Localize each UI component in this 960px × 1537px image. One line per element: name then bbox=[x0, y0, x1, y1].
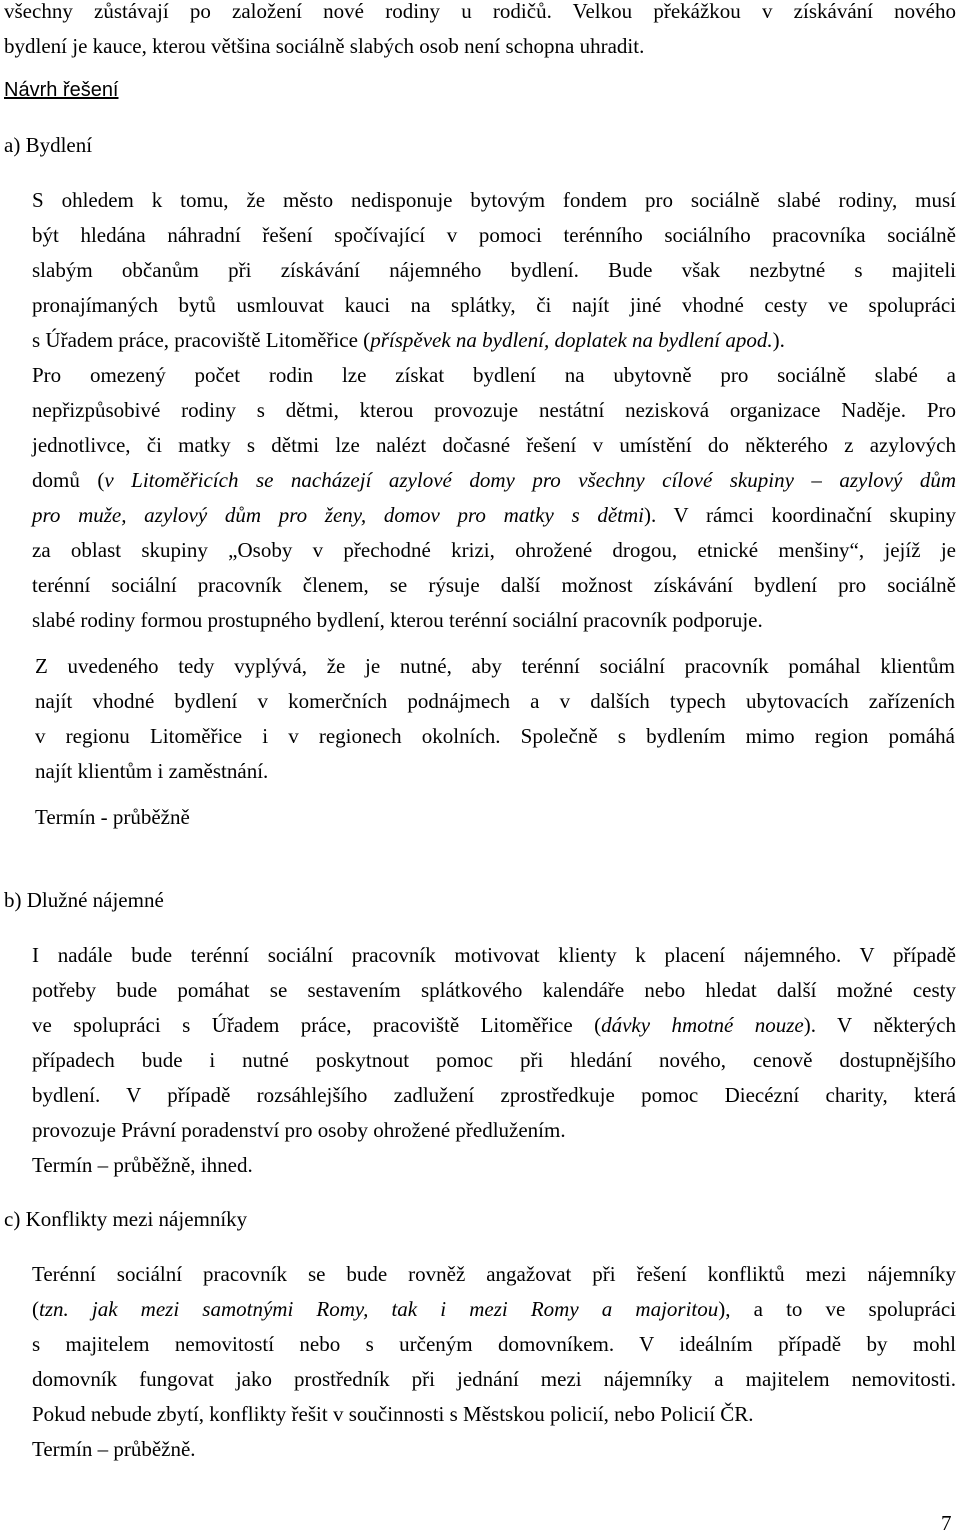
paragraph-line: S ohledem k tomu, že město nedisponuje bytovým fondem pro sociálně slabé rodiny, musí bbox=[32, 188, 956, 212]
paragraph-line bbox=[32, 330, 785, 351]
paragraph-line: Z uvedeného tedy vyplývá, že je nutné, aby terénní sociální pracovník pomáhal klientům bbox=[35, 654, 955, 678]
term-line: Termín - průběžně bbox=[35, 805, 190, 829]
paragraph-line: za oblast skupiny „Osoby v přechodné krizi, ohrožené drogou, etnické menšiny“, jejíž je bbox=[32, 538, 956, 562]
italic-run: příspěvek na bydlení, doplatek na bydlení apod. bbox=[370, 328, 773, 352]
section-a-heading: a) Bydlení bbox=[4, 133, 93, 157]
paragraph-line: najít vhodné bydlení v komerčních podnájmech a v dalších typech ubytovacích zařízeních bbox=[35, 689, 955, 713]
paragraph-line: Terénní sociální pracovník se bude rovněž angažovat při řešení konfliktů mezi nájemníky bbox=[32, 1262, 956, 1286]
paragraph-line: provozuje Právní poradenství pro osoby ohrožené předlužením. bbox=[32, 1118, 566, 1142]
paragraph-line: pronajímaných bytů usmlouvat kauci na splátky, či najít jiné vhodné cesty ve spolupráci bbox=[32, 293, 956, 317]
paragraph-line: domovník fungovat jako prostředník při jednání mezi nájemníky a majitelem nemovitosti. bbox=[32, 1367, 956, 1391]
paragraph-line: s majitelem nemovitostí nebo s určeným domovníkem. V ideálním případě by mohl bbox=[32, 1332, 956, 1356]
paragraph-line bbox=[32, 1015, 956, 1036]
intro-line: všechny zůstávají po založení nové rodiny u rodičů. Velkou překážkou v získávání nového bbox=[4, 0, 956, 23]
text-run: ve spolupráci s Úřadem práce, pracoviště Litoměřice ( bbox=[32, 1013, 602, 1037]
proposal-heading: Návrh řešení bbox=[4, 79, 119, 101]
text-run: ). bbox=[772, 328, 785, 352]
italic-run: pro muže, azylový dům pro ženy, domov pro matky s dětmi bbox=[32, 503, 644, 527]
paragraph-line: Pokud nebude zbytí, konflikty řešit v součinnosti s Městskou policií, nebo Policií ČR. bbox=[32, 1402, 754, 1426]
text-run: ( bbox=[32, 1297, 39, 1321]
section-c-heading: c) Konflikty mezi nájemníky bbox=[4, 1207, 248, 1231]
paragraph-line: být hledána náhradní řešení spočívající v pomoci terénního sociálního pracovníka sociálně bbox=[32, 223, 956, 247]
text-run: ). V některých bbox=[803, 1013, 956, 1037]
paragraph-line: Pro omezený počet rodin lze získat bydlení na ubytovně pro sociálně slabé a bbox=[32, 363, 956, 387]
paragraph-line: jednotlivce, či matky s dětmi lze nalézt dočasné řešení v umístění do některého z azylových bbox=[32, 433, 956, 457]
term-line: Termín – průběžně. bbox=[32, 1437, 196, 1461]
text-run: ). V rámci koordinační skupiny bbox=[643, 503, 957, 527]
paragraph-line: v regionu Litoměřice i v regionech okolních. Společně s bydlením mimo region pomáhá bbox=[35, 724, 955, 748]
paragraph-line bbox=[32, 505, 956, 526]
intro-line: bydlení je kauce, kterou většina sociálně slabých osob není schopna uhradit. bbox=[4, 34, 645, 58]
section-b-heading: b) Dlužné nájemné bbox=[4, 888, 164, 912]
italic-run: dávky hmotné nouze bbox=[601, 1013, 804, 1037]
paragraph-line bbox=[32, 470, 956, 491]
text-run: domů ( bbox=[32, 468, 105, 492]
paragraph-line: případech bude i nutné poskytnout pomoc při hledání nového, cenově dostupnějšího bbox=[32, 1048, 956, 1072]
paragraph-line: slabé rodiny formou prostupného bydlení, kterou terénní sociální pracovník podporuje. bbox=[32, 608, 763, 632]
paragraph-line: slabým občanům při získávání nájemného bydlení. Bude však nezbytné s majiteli bbox=[32, 258, 956, 282]
term-line: Termín – průběžně, ihned. bbox=[32, 1153, 253, 1177]
paragraph-line: nepřizpůsobivé rodiny s dětmi, kterou provozuje nestátní nezisková organizace Naděje. Pro bbox=[32, 398, 956, 422]
paragraph-line: potřeby bude pomáhat se sestavením splátkového kalendáře nebo hledat další možné cesty bbox=[32, 978, 956, 1002]
paragraph-line: terénní sociální pracovník členem, se rýsuje další možnost získávání bydlení pro sociálně bbox=[32, 573, 956, 597]
paragraph-line bbox=[32, 1299, 956, 1320]
paragraph-line: I nadále bude terénní sociální pracovník motivovat klienty k placení nájemného. V případě bbox=[32, 943, 956, 967]
page-number: 7 bbox=[941, 1511, 952, 1535]
italic-run: tzn. jak mezi samotnými Romy, tak i mezi Romy a majoritou bbox=[39, 1297, 719, 1321]
text-run: ), a to ve spolupráci bbox=[718, 1297, 956, 1321]
paragraph-line: najít klientům i zaměstnání. bbox=[35, 759, 269, 783]
italic-run: v Litoměřicích se nacházejí azylové domy pro všechny cílové skupiny – azylový dům bbox=[104, 468, 957, 492]
text-run: s Úřadem práce, pracoviště Litoměřice ( bbox=[32, 328, 371, 352]
paragraph-line: bydlení. V případě rozsáhlejšího zadlužení zprostředkuje pomoc Diecézní charity, která bbox=[32, 1083, 956, 1107]
